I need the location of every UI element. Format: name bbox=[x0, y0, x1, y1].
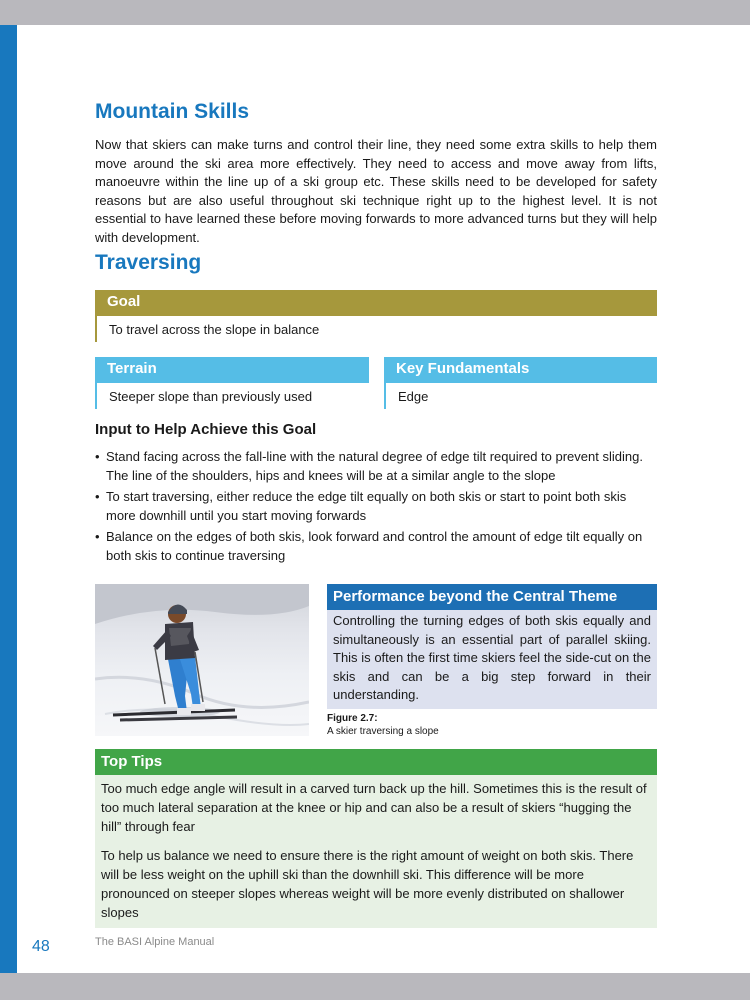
input-bullet-list bbox=[95, 447, 657, 567]
goal-label: Goal bbox=[95, 290, 657, 316]
key-fundamentals-text: Edge bbox=[384, 383, 657, 409]
figure-label: Figure 2.7: bbox=[327, 713, 378, 724]
intro-paragraph: Now that skiers can make turns and control their line, they need some extra skills to help them move around the ski area more effectively. They need to access and move away from lifts, manoeuvre within the line up of a ski group etc. These skills need to be developed for safety reasons but are also useful throughout ski technique right up to the highest level. It is not essential to have learned these before moving forwards to more advanced turns but they will help with development. bbox=[95, 137, 657, 245]
top-tips-body bbox=[95, 775, 657, 928]
terrain-text: Steeper slope than previously used bbox=[95, 383, 369, 409]
footer-title: The BASI Alpine Manual bbox=[95, 936, 215, 948]
manual-page bbox=[0, 25, 750, 973]
list-item: • Stand facing across the fall-line with the natural degree of edge tilt required to prevent sliding. The line of the shoulders, hips and knees will be at a similar angle to the slope bbox=[95, 447, 657, 485]
list-item: • To start traversing, either reduce the edge tilt equally on both skis or start to point both skis more downhill until you start moving forwards bbox=[95, 487, 657, 525]
key-fundamentals-label: Key Fundamentals bbox=[384, 357, 657, 383]
terrain-label: Terrain bbox=[95, 357, 369, 383]
section-title: Mountain Skills bbox=[95, 100, 250, 123]
subsection-title: Traversing bbox=[95, 251, 202, 274]
key-fundamentals-box bbox=[384, 357, 657, 409]
goal-box bbox=[95, 290, 657, 342]
top-tips-title: Top Tips bbox=[95, 749, 657, 775]
page-number: 48 bbox=[32, 938, 50, 955]
skier-illustration bbox=[95, 584, 309, 736]
list-item: • Balance on the edges of both skis, look forward and control the amount of edge tilt equally on both skis to continue traversing bbox=[95, 527, 657, 565]
page-edge-bar bbox=[0, 25, 17, 973]
top-tip-paragraph: Too much edge angle will result in a carved turn back up the hill. Sometimes this is the result of too much lateral separation at the knee or hip and can also be a result of skiers “hugging the hill” through fear bbox=[101, 781, 647, 834]
performance-title: Performance beyond the Central Theme bbox=[327, 584, 657, 610]
goal-text: To travel across the slope in balance bbox=[95, 316, 657, 342]
top-tips-box bbox=[95, 749, 657, 928]
terrain-box bbox=[95, 357, 369, 409]
performance-box bbox=[327, 584, 657, 709]
figure-caption: A skier traversing a slope bbox=[327, 726, 439, 737]
input-heading: Input to Help Achieve this Goal bbox=[95, 421, 317, 438]
top-tip-paragraph: To help us balance we need to ensure there is the right amount of weight on both skis. There will be less weight on the uphill ski than the downhill ski. This difference will be more pronounced on steeper slopes whereas weight will be more evenly distributed on shallower slopes bbox=[101, 848, 634, 920]
skier-photo bbox=[95, 584, 309, 736]
performance-text: Controlling the turning edges of both skis equally and simultaneously is an essential part of parallel skiing. This is often the first time skiers feel the side-cut on the skis and can be a big step forward in their understanding. bbox=[327, 610, 657, 709]
